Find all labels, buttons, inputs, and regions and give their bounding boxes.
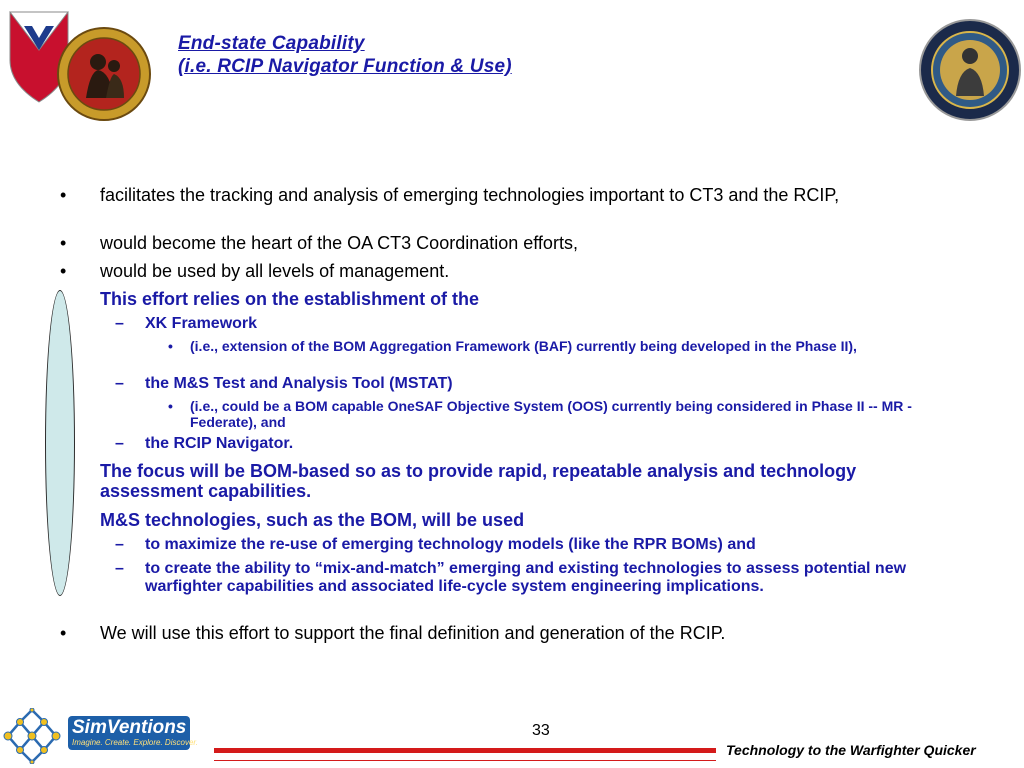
- title-line-1: End-state Capability: [178, 33, 365, 54]
- sub-item-text: to create the ability to “mix-and-match” emerging and existing technologies to assess potential new warfighter capabilities and associated life-cycle system engineering implications.: [145, 560, 907, 595]
- page-number: 33: [532, 722, 550, 739]
- list-item-text: M&S technologies, such as the BOM, will be used: [100, 510, 525, 530]
- footer-divider: [214, 748, 716, 753]
- bullet-icon: •: [60, 261, 67, 281]
- list-item-text: would be used by all levels of management.: [100, 261, 450, 281]
- footer-tagline: Technology to the Warfighter Quicker: [726, 742, 976, 758]
- brand-tagline: Imagine. Create. Explore. Discover.: [72, 738, 198, 747]
- lattice-icon: [2, 708, 64, 764]
- sub-item-text: to maximize the re-use of emerging technology models (like the RPR BOMs) and: [145, 536, 756, 553]
- sub-item: [115, 375, 955, 393]
- army-shield-seal-icon: [6, 6, 154, 124]
- list-item: [100, 289, 960, 309]
- title-line-2: (i.e. RCIP Navigator Function & Use): [178, 56, 512, 77]
- sub-item: [115, 315, 955, 333]
- sub-sub-item-text: (i.e., could be a BOM capable OneSAF Objective System (OOS) currently being considered in Phase II -- MR - Federate), and: [190, 398, 912, 430]
- sub-item-text: the M&S Test and Analysis Tool (MSTAT): [145, 375, 453, 392]
- bullet-icon: •: [60, 233, 67, 253]
- list-item-text: The focus will be BOM-based so as to provide rapid, repeatable analysis and technology assessment capabilities.: [100, 461, 857, 501]
- list-item-text: We will use this effort to support the final definition and generation of the RCIP.: [100, 623, 726, 643]
- sub-sub-item-text: (i.e., extension of the BOM Aggregation Framework (BAF) currently being developed in the Phase II),: [190, 338, 857, 354]
- dash-icon: –: [115, 560, 124, 577]
- list-item: [60, 261, 960, 281]
- list-item: [60, 185, 960, 205]
- sub-item-text: XK Framework: [145, 315, 258, 332]
- page-title: [178, 32, 512, 78]
- footer-divider-thin: [214, 760, 716, 761]
- list-item-text: facilitates the tracking and analysis of emerging technologies important to CT3 and the RCIP,: [100, 185, 840, 205]
- simventions-badge: [68, 716, 198, 750]
- dash-icon: –: [115, 536, 124, 553]
- list-item-text: This effort relies on the establishment of the: [100, 289, 480, 309]
- dash-icon: –: [115, 435, 124, 452]
- sub-item-text: the RCIP Navigator.: [145, 435, 294, 452]
- sub-sub-item: [168, 398, 950, 430]
- sub-item: [115, 560, 955, 596]
- sub-sub-item: [168, 338, 950, 354]
- list-item: [60, 623, 960, 643]
- simulation-center-seal-icon: [918, 18, 1022, 122]
- list-item-text: would become the heart of the OA CT3 Coordination efforts,: [100, 233, 578, 253]
- list-item: [100, 461, 960, 501]
- dash-icon: –: [115, 375, 124, 392]
- bullet-icon: •: [60, 623, 67, 643]
- brand-name: SimVentions: [72, 717, 187, 738]
- bullet-icon: •: [168, 338, 173, 354]
- list-item: [100, 510, 960, 530]
- dash-icon: –: [115, 315, 124, 332]
- sub-item: [115, 536, 955, 554]
- list-item: [60, 233, 960, 253]
- sub-item: [115, 435, 955, 453]
- highlight-oval: [45, 290, 75, 596]
- bullet-icon: •: [60, 185, 67, 205]
- simventions-logo: [2, 708, 198, 764]
- bullet-icon: •: [168, 398, 173, 414]
